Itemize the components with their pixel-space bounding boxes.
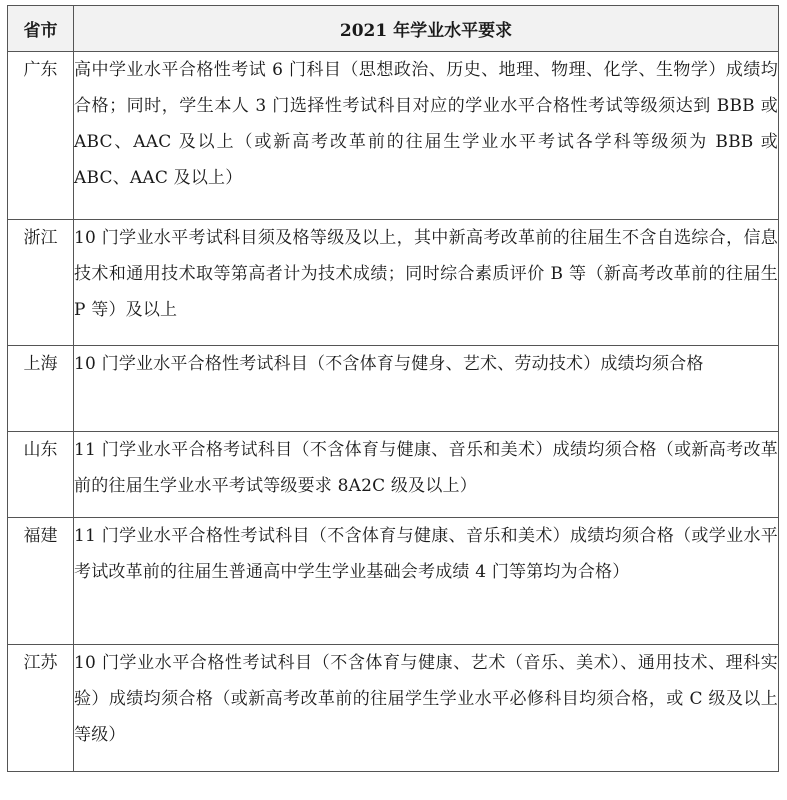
province-cell: 广东	[8, 52, 74, 220]
requirement-cell: 10 门学业水平合格性考试科目（不含体育与健身、艺术、劳动技术）成绩均须合格	[74, 346, 779, 432]
province-cell: 浙江	[8, 220, 74, 346]
province-cell: 上海	[8, 346, 74, 432]
requirement-cell: 10 门学业水平考试科目须及格等级及以上，其中新高考改革前的往届生不含自选综合，信息技术和通用技术取等第高者计为技术成绩；同时综合素质评价 B 等（新高考改革前的往届生 P 等）及以上	[74, 220, 779, 346]
table-row	[8, 432, 779, 518]
table-row	[8, 346, 779, 432]
requirements-table	[7, 5, 779, 772]
table-row	[8, 52, 779, 220]
header-row	[8, 6, 779, 52]
table-row	[8, 220, 779, 346]
header-province: 省市	[8, 6, 74, 52]
header-requirement: 2021 年学业水平要求	[74, 6, 779, 52]
table-row	[8, 518, 779, 645]
province-cell: 福建	[8, 518, 74, 645]
table-row	[8, 645, 779, 772]
requirement-cell: 11 门学业水平合格性考试科目（不含体育与健康、音乐和美术）成绩均须合格（或学业水平考试改革前的往届生普通高中学生学业基础会考成绩 4 门等第均为合格）	[74, 518, 779, 645]
province-cell: 山东	[8, 432, 74, 518]
requirement-cell: 高中学业水平合格性考试 6 门科目（思想政治、历史、地理、物理、化学、生物学）成绩均合格；同时，学生本人 3 门选择性考试科目对应的学业水平合格性考试等级须达到 BBB 或 ABC、AAC 及以上（或新高考改革前的往届生学业水平考试各学科等级须为 BBB 或 ABC、AAC 及以上）	[74, 52, 779, 220]
province-cell: 江苏	[8, 645, 74, 772]
requirement-cell: 11 门学业水平合格考试科目（不含体育与健康、音乐和美术）成绩均须合格（或新高考改革前的往届生学业水平考试等级要求 8A2C 级及以上）	[74, 432, 779, 518]
requirement-cell: 10 门学业水平合格性考试科目（不含体育与健康、艺术（音乐、美术）、通用技术、理科实验）成绩均须合格（或新高考改革前的往届学生学业水平必修科目均须合格，或 C 级及以上等级）	[74, 645, 779, 772]
